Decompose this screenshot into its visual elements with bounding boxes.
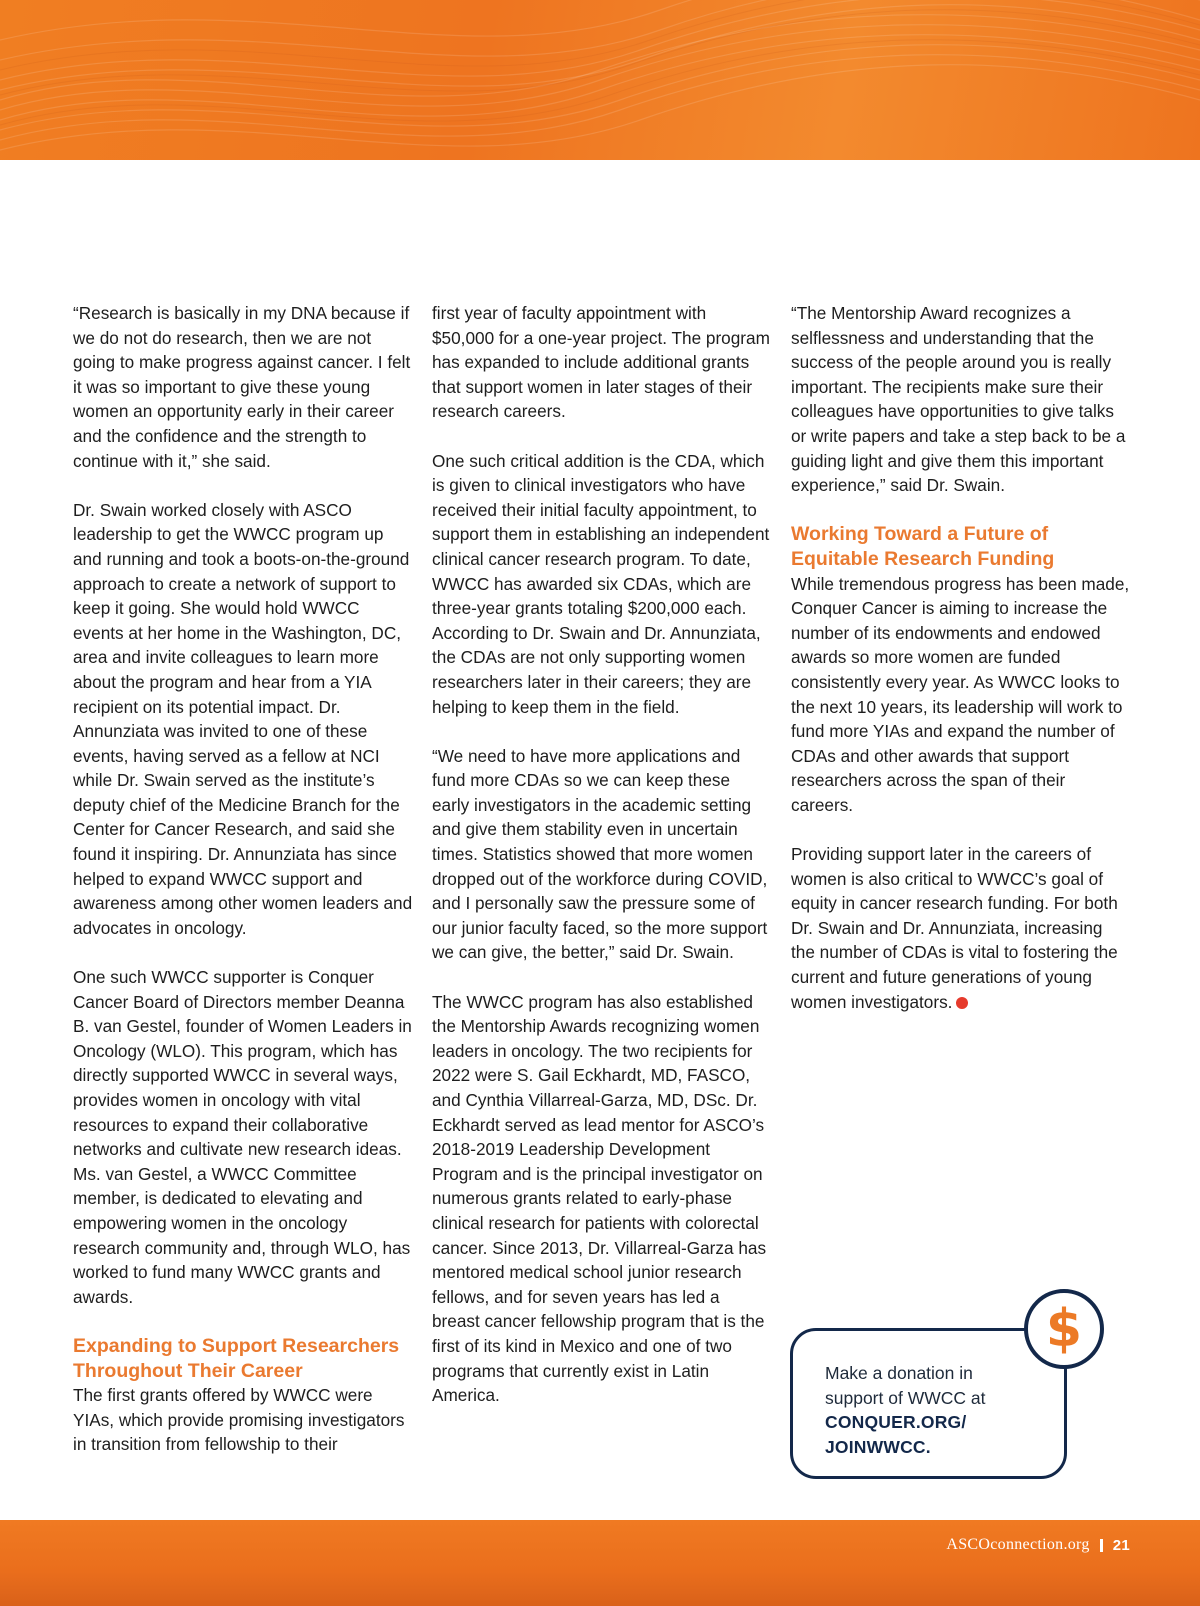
footer-band: [0, 1520, 1200, 1606]
col3-paragraph-3-text: Providing support later in the careers of women is also critical to WWCC’s goal of equity in cancer research funding. For both Dr. Swain and Dr. Annunziata, increasing the number of CDAs is vital to fostering the current and future generations of young women investigators.: [791, 844, 1118, 1012]
footer-site-link[interactable]: ASCOconnection.org: [946, 1536, 1090, 1553]
footer-separator: [1100, 1539, 1103, 1552]
text-column-2: [432, 301, 772, 1432]
col3-paragraph-3: [791, 842, 1131, 1014]
col2-paragraph-1: first year of faculty appointment with $50,000 for a one-year project. The program has expanded to include additional grants that support women in later stages of their research careers.: [432, 303, 770, 422]
section-heading-expanding: Expanding to Support Researchers Throughout Their Career: [73, 1334, 400, 1382]
dollar-sign-icon: [1024, 1289, 1104, 1369]
page-number: 21: [1112, 1536, 1130, 1554]
header-band: [0, 0, 1200, 160]
col2-paragraph-3: “We need to have more applications and fund more CDAs so we can keep these early investigators in the academic setting and give them stability even in uncertain times. Statistics showed that more women dropped out of the workforce during COVID, and I personally saw the pressure some of our junior faculty faced, so the more support we can give, the better,” said Dr. Swain.: [432, 745, 768, 963]
col1-paragraph-1: “Research is basically in my DNA because if we do not do research, then we are not going to make progress against cancer. I felt it was so important to give these young women an opportunity early in their career and the confidence and the strength to continue with it,” she said.: [73, 303, 411, 471]
col1-paragraph-2: Dr. Swain worked closely with ASCO leadership to get the WWCC program up and running and took a boots-on-the-ground approach to create a network of support to keep it going. She would hold WWCC events at her home in the Washington, DC, area and invite colleagues to learn more about the program and hear from a YIA recipient on its potential impact. Dr. Annunziata was invited to one of these events, having served as a fellow at NCI while Dr. Swain served as the institute’s deputy chief of the Medicine Branch for the Center for Cancer Research, and said she found it inspiring. Dr. Annunziata has since helped to expand WWCC support and awareness among other women leaders and advocates in oncology.: [73, 499, 413, 938]
end-of-article-dot-icon: [956, 997, 968, 1009]
col2-paragraph-2: One such critical addition is the CDA, which is given to clinical investigators who have received their initial faculty appointment, to support them in establishing an independent clinical cancer research program. To date, WWCC has awarded six CDAs, which are three-year grants totaling $200,000 each. According to Dr. Swain and Dr. Annunziata, the CDAs are not only supporting women researchers later in their careers; they are helping to keep them in the field.: [432, 450, 770, 717]
donation-callout: [790, 1328, 1067, 1479]
donation-text-block: [825, 1361, 1015, 1459]
col3-paragraph-2: While tremendous progress has been made, Conquer Cancer is aiming to increase the number of its endowments and endowed awards so more women are funded consistently every year. As WWCC looks to the next 10 years, its leadership will work to fund more YIAs and expand the number of CDAs and other awards that support researchers across the span of their careers.: [791, 573, 1130, 815]
col3-paragraph-1: “The Mentorship Award recognizes a selflessness and understanding that the success of the people around you is really important. The recipients make sure their colleagues have opportunities to give talks or write papers and take a step back to be a guiding light and give them this important experience,” said Dr. Swain.: [791, 303, 1126, 496]
footer: [946, 1536, 1130, 1554]
text-column-3: [791, 301, 1131, 1039]
donation-link[interactable]: CONQUER.ORG/ JOINWWCC.: [825, 1412, 967, 1457]
section-heading-working-toward: Working Toward a Future of Equitable Research Funding: [791, 523, 1055, 570]
col2-paragraph-4: The WWCC program has also established the Mentorship Awards recognizing women leaders in oncology. The two recipients for 2022 were S. Gail Eckhardt, MD, FASCO, and Cynthia Villarreal-Garza, MD, DSc. Dr. Eckhardt served as lead mentor for ASCO’s 2018-2019 Leadership Development Program and is the principal investigator on numerous grants related to early-phase clinical research for patients with colorectal cancer. Since 2013, Dr. Villarreal-Garza has mentored medical school junior research fellows, and for seven years has led a breast cancer fellowship program that is the first of its kind in Mexico and one of two programs that currently exist in Latin America.: [432, 991, 767, 1406]
wave-pattern: [0, 0, 1200, 160]
col1-paragraph-3: One such WWCC supporter is Conquer Cancer Board of Directors member Deanna B. van Gestel, founder of Women Leaders in Oncology (WLO). This program, which has directly supported WWCC in several ways, provides women in oncology with vital resources to expand their collaborative networks and cultivate new research ideas. Ms. van Gestel, a WWCC Committee member, is dedicated to elevating and empowering women in the oncology research community and, through WLO, has worked to fund many WWCC grants and awards.: [73, 967, 412, 1307]
donation-text: Make a donation in support of WWCC at: [825, 1363, 986, 1408]
dollar-symbol: $: [1045, 1299, 1083, 1359]
col1-paragraph-4: The first grants offered by WWCC were YIAs, which provide promising investigators in transition from fellowship to their: [73, 1385, 405, 1455]
text-column-1: [73, 301, 413, 1482]
